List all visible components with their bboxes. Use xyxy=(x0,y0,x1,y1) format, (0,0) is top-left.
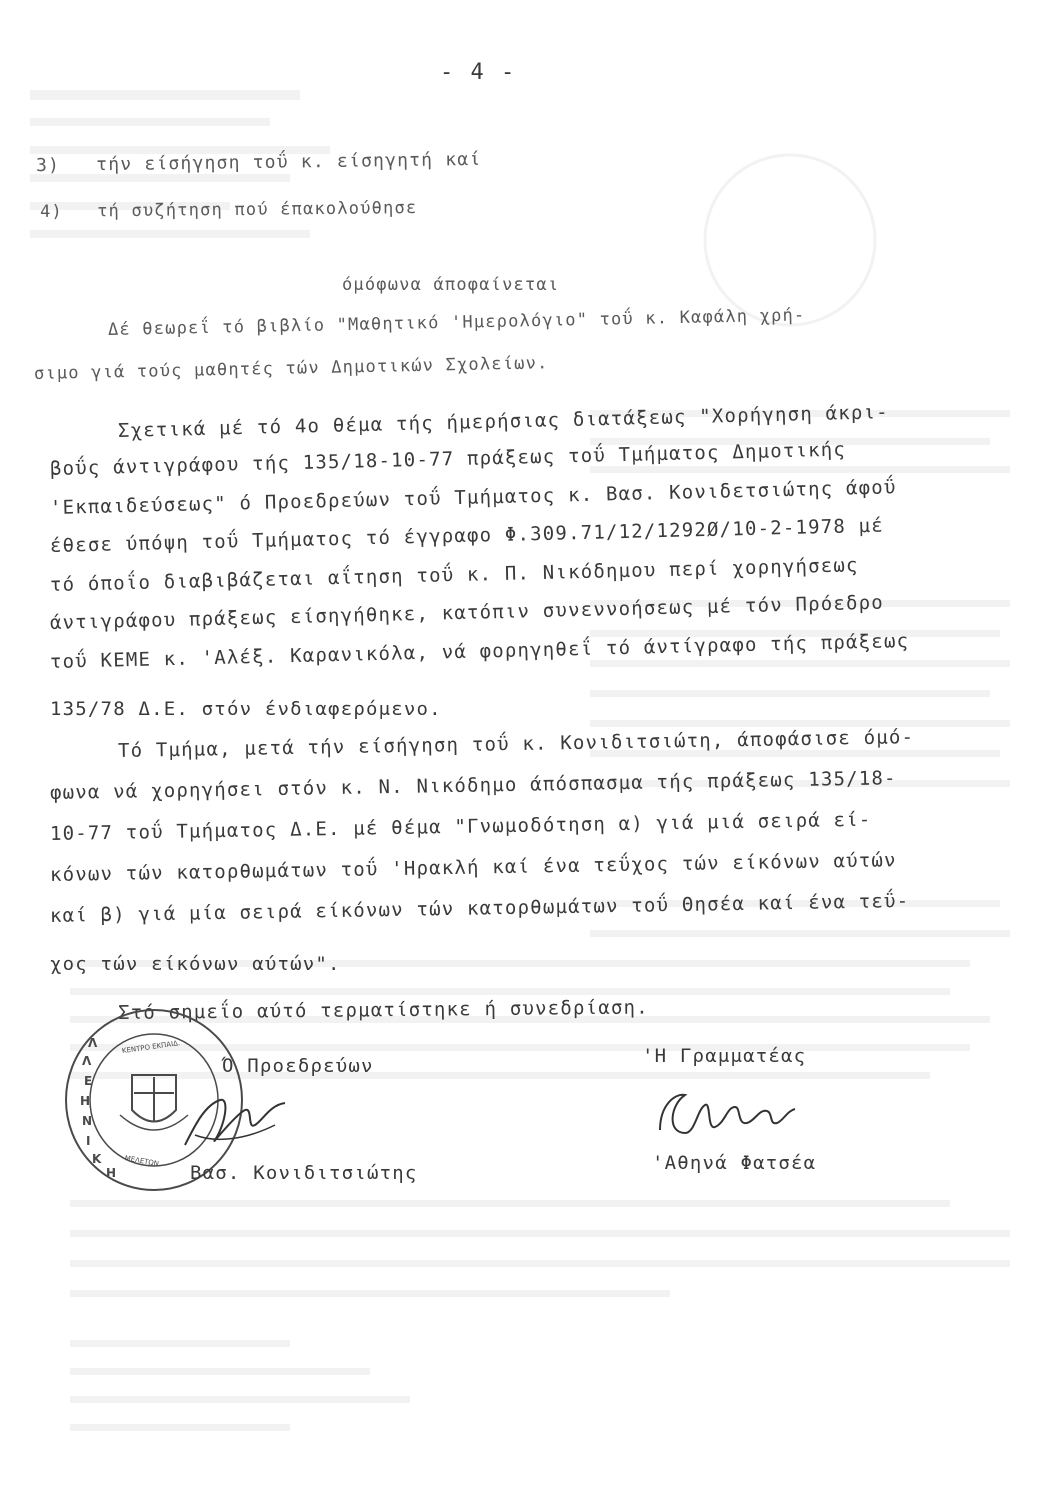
svg-text:Λ: Λ xyxy=(82,1054,92,1068)
svg-text:Ε: Ε xyxy=(84,1074,93,1088)
list-item-text: τήν είσήγηση τοΰ κ. είσηγητή καί xyxy=(96,148,482,176)
text-line: Δέ θεωρεΐ τό βιβλίο "Μαθητικό 'Ημερολόγιο" τοΰ κ. Καφάλη χρή- xyxy=(107,305,806,340)
chair-title: Ό Προεδρεύων xyxy=(222,1055,374,1077)
secretary-title: 'Η Γραμματέας xyxy=(642,1045,807,1067)
closing-line: Στό σημεΐο αύτό τερματίστηκε ή συνεδρίαση. xyxy=(117,996,649,1024)
svg-text:ΚΕΝΤΡΟ ΕΚΠΑΙΔ.: ΚΕΝΤΡΟ ΕΚΠΑΙΔ. xyxy=(121,1039,181,1056)
secretary-name: 'Αθηνά Φατσέα xyxy=(652,1152,817,1174)
text-line: 'Εκπαιδεύσεως" ό Προεδρεύων τοΰ Τμήματος κ. Βασ. Κονιδετσιώτης άφοΰ xyxy=(49,476,897,519)
text-line: άντιγράφου πράξεως είσηγήθηκε, κατόπιν συνεννοήσεως μέ τόν Πρόεδρο xyxy=(49,591,885,634)
list-item-number: 3) xyxy=(35,154,61,177)
text-line: καί β) γιά μία σειρά είκόνων τών κατορθωμάτων τοΰ Θησέα καί ένα τεΰ- xyxy=(49,890,910,927)
text-line: 10-77 τοΰ Τμήματος Δ.Ε. μέ θέμα "Γνωμοδότηση α) γιά μιά σειρά εί- xyxy=(49,808,872,845)
svg-text:Η: Η xyxy=(80,1094,91,1108)
svg-text:Λ: Λ xyxy=(88,1036,98,1050)
text-line: κόνων τών κατορθωμάτων τοΰ 'Ηρακλή καί ένα τεΰχος τών είκόνων αύτών xyxy=(49,849,897,886)
svg-text:Ν: Ν xyxy=(82,1114,93,1128)
svg-text:Η: Η xyxy=(106,1166,117,1180)
text-line: σιμο γιά τούς μαθητές τών Δημοτικών Σχολείων. xyxy=(33,353,549,384)
text-line: τοΰ ΚΕΜΕ κ. 'Αλέξ. Καρανικόλα, νά φορηγηθεΐ τό άντίγραφο τής πράξεως xyxy=(49,630,910,673)
text-line: έθεσε ύπόψη τοΰ Τμήματος τό έγγραφο Φ.309.71/12/1292Ø/10-2-1978 μέ xyxy=(49,514,885,557)
list-item xyxy=(40,198,418,222)
svg-text:ΜΕΛΕΤΩΝ: ΜΕΛΕΤΩΝ xyxy=(124,1154,160,1169)
text-line: χος τών είκόνων αύτών". xyxy=(50,953,341,975)
text-line: βοΰς άντιγράφου τής 135/18-10-77 πράξεως τοΰ Τμήματος Δημοτικής xyxy=(49,438,847,480)
list-item-number: 4) xyxy=(39,201,63,222)
text-line: τό όποΐο διαβιβάζεται αΐτηση τοΰ κ. Π. Νικόδημου περί χορηγήσεως xyxy=(49,554,859,596)
list-item xyxy=(36,149,482,176)
secretary-signature xyxy=(655,1085,805,1145)
chair-name: Βασ. Κονιδιτσιώτης xyxy=(190,1162,418,1184)
svg-text:Ι: Ι xyxy=(86,1134,91,1148)
text-line: Τό Τμήμα, μετά τήν είσήγηση τοΰ κ. Κονιδιτσιώτη, άποφάσισε όμό- xyxy=(117,726,915,762)
chair-signature xyxy=(175,1085,295,1165)
text-line: Σχετικά μέ τό 4ο θέμα τής ήμερήσιας διατάξεως "Χορήγηση άκρι- xyxy=(117,401,890,442)
svg-text:Κ: Κ xyxy=(92,1152,102,1166)
list-item-text: τή συζήτηση πού έπακολούθησε xyxy=(97,198,418,222)
text-line: φωνα νά χορηγήσει στόν κ. Ν. Νικόδημο άπόσπασμα τής πράξεως 135/18- xyxy=(49,767,897,804)
page-number: - 4 - xyxy=(440,60,517,85)
text-line: 135/78 Δ.Ε. στόν ένδιαφερόμενο. xyxy=(50,698,442,720)
decision-heading: όμόφωνα άποφαίνεται xyxy=(342,275,560,295)
